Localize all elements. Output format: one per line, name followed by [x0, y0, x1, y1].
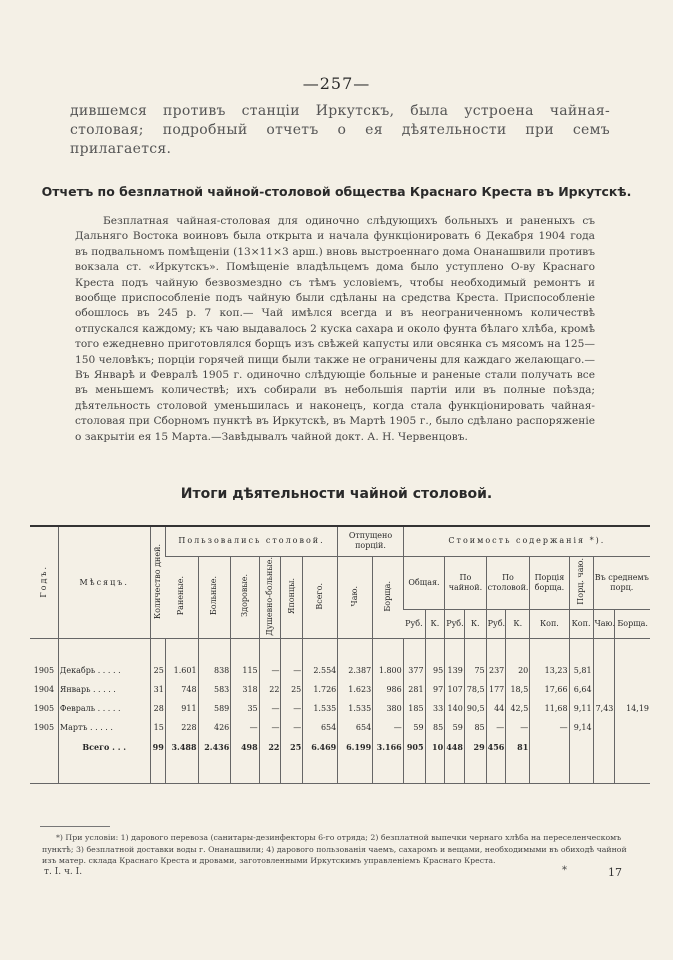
cell-empty	[569, 757, 593, 784]
cell-empty	[464, 757, 486, 784]
cell-mental: 22	[259, 680, 281, 699]
cell-t_k: 78,5	[464, 680, 486, 699]
cell-g_r: 281	[403, 680, 425, 699]
sub-rub: Руб.	[403, 609, 425, 638]
cell-total: 654	[303, 718, 338, 737]
report-paragraph: Безплатная чайная-столовая для одиночно слѣдующихъ больныхъ и раненыхъ съ Дальняго Востока воиновъ была открыта и начала функціонировать 6 Декабря 1904 года въ подвальномъ помѣщеніи (13×11×3 арш.) вновь выстроеннаго дома Онанашвили противъ вокзала ст. «Иркутскъ». Помѣщеніе владѣльцемъ дома было уступлено О-ву Краснаго Креста подъ чайную безвозмездно съ тѣмъ условіемъ, чтобы необходимый ремонтъ и вообще приспособленіе подъ чайную были сдѣланы на средства Креста. Приспособленіе обошлось въ 245 р. 7 коп.— Чай имѣлся всегда и въ неограниченномъ количествѣ отпускался каждому; къ чаю выдавалось 2 куска сахара и около фунта бѣлаго хлѣба, кромѣ того ежедневно приготовлялся борщъ изъ свѣжей капусты или овсянка съ мясомъ на 125—150 человѣкъ; порціи горячей пищи были также не ограничены для каждаго желающаго.—Въ Январѣ и Февралѣ 1905 г. одиночно слѣдующіе больные и раненые стали получать все въ меньшемъ количествѣ; ихъ собирали въ небольшія партіи или въ полные поѣзда; дѣятельность столовой уменьшилась и наконецъ, когда стала функціонировать чайная-столовая при Сборномъ пунктѣ въ Иркутскѣ, въ Мартѣ 1905 г., было сдѣлано распоряженіе о закрытіи ея 15 Марта.—Завѣдывалъ чайной докт. А. Н. Червенцовъ.	[75, 215, 595, 443]
cell-empty	[445, 757, 465, 784]
total-row	[30, 737, 650, 757]
cell-sick: 426	[198, 718, 231, 737]
cell-t_r: 107	[445, 680, 465, 699]
footnote-text: *) При условіи: 1) дарового перевоза (санитары-дезинфекторы 6-го отряда; 2) безплатной выпечки чернаго хлѣба на переселенческомъ пунктѣ; 3) безплатной доставки воды г. Онанашвили; 4) дарового пользованія чаемъ, сахаромъ и вещами, необходимыми въ обиходѣ чайной изъ матер. склада Краснаго Креста и дровами, заготовленными Иркутскимъ управленіемъ Краснаго Креста.	[42, 833, 627, 865]
cell-empty	[30, 757, 58, 784]
table-title: Итоги дѣятельности чайной столовой.	[180, 486, 493, 502]
cell-year: 1904	[33, 685, 55, 695]
sub-k: К.	[506, 609, 530, 638]
cell-pb: —	[530, 718, 569, 737]
cell-mental: —	[259, 639, 281, 681]
cell-healthy: 318	[231, 680, 259, 699]
cell-days: 15	[150, 718, 165, 737]
cell-sick: 589	[198, 699, 231, 718]
cell-empty	[281, 757, 303, 784]
cell-c_r: 44	[486, 699, 506, 718]
cell-t_r: 139	[445, 639, 465, 681]
cell-empty	[486, 757, 506, 784]
total-g_k: 10	[425, 737, 445, 757]
col-portion-borsch: Порція борща.	[530, 556, 569, 609]
cell-c_r: 177	[486, 680, 506, 699]
cell-empty	[303, 757, 338, 784]
total-t_r: 448	[445, 737, 465, 757]
cell-mental: —	[259, 718, 281, 737]
cell-at: 7,43	[593, 699, 615, 718]
total-borsch: 3.166	[373, 737, 404, 757]
cell-year: 1905	[33, 723, 55, 733]
total-days: 99	[150, 737, 165, 757]
cell-g_r: 185	[403, 699, 425, 718]
table-row	[30, 680, 650, 699]
cell-pt: 9,11	[569, 699, 593, 718]
sub-kop: Коп.	[569, 609, 593, 638]
total-sick: 2.436	[198, 737, 231, 757]
col-wounded: Раненые.	[165, 556, 198, 639]
cell-pb: 17,66	[530, 680, 569, 699]
cell-empty	[259, 757, 281, 784]
results-table	[30, 525, 650, 784]
cell-empty	[198, 757, 231, 784]
cell-japanese: —	[281, 699, 303, 718]
total-c_r: 456	[486, 737, 506, 757]
page-number: —257—	[302, 74, 371, 93]
cell-mental: —	[259, 699, 281, 718]
total-t_k: 29	[464, 737, 486, 757]
cell-pb: 13,23	[530, 639, 569, 681]
total-c_k: 81	[506, 737, 530, 757]
cell-g_r: 59	[403, 718, 425, 737]
cell-empty	[593, 737, 615, 757]
cell-empty	[615, 737, 650, 757]
cell-japanese: —	[281, 718, 303, 737]
total-label: Всего . . .	[58, 737, 150, 757]
cell-total: 1.535	[303, 699, 338, 718]
star-mark: *	[562, 865, 567, 876]
cell-g_r: 377	[403, 639, 425, 681]
cell-c_k: 42,5	[506, 699, 530, 718]
cell-t_r: 140	[445, 699, 465, 718]
cell-borsch: 380	[373, 699, 404, 718]
col-japanese: Японцы.	[281, 556, 303, 639]
cell-year: 1905	[33, 704, 55, 714]
col-portion-tea: Порц. чаю.	[569, 556, 593, 609]
cell-empty	[615, 757, 650, 784]
col-healthy: Здоровые.	[231, 556, 259, 639]
col-per-canteen: По столовой.	[486, 556, 530, 609]
col-borsch: Борща.	[373, 556, 404, 639]
cell-month: Январь . . . . .	[58, 680, 150, 699]
sub-tea: Чаю.	[593, 609, 615, 638]
cell-sick: 583	[198, 680, 231, 699]
cell-t_k: 75	[464, 639, 486, 681]
cell-ab: 14,19	[615, 699, 650, 718]
cell-wounded: 1.601	[165, 639, 198, 681]
group-cost: Стоимость содержанія *).	[403, 526, 650, 556]
cell-empty	[530, 757, 569, 784]
cell-c_k: 20	[506, 639, 530, 681]
col-year: Годъ.	[30, 526, 58, 639]
intro-paragraph: дившемся противъ станціи Иркутскъ, была устроена чайная-столовая; подробный отчетъ о ея дѣятельности при семъ прилагается.	[70, 103, 610, 157]
group-used: Пользовались столовой.	[165, 526, 337, 556]
sub-borsch: Борща.	[615, 609, 650, 638]
cell-tea: 2.387	[338, 639, 373, 681]
cell-empty	[231, 757, 259, 784]
cell-empty	[403, 757, 425, 784]
col-tea: Чаю.	[338, 556, 373, 639]
cell-healthy: —	[231, 718, 259, 737]
cell-wounded: 748	[165, 680, 198, 699]
col-month: Мѣсяцъ.	[58, 526, 150, 639]
cell-ab	[615, 680, 650, 699]
total-tea: 6.199	[338, 737, 373, 757]
cell-days: 31	[150, 680, 165, 699]
cell-tea: 1.535	[338, 699, 373, 718]
cell-days: 25	[150, 639, 165, 681]
cell-c_k: —	[506, 718, 530, 737]
sub-k: К.	[464, 609, 486, 638]
cell-ab	[615, 639, 650, 681]
col-total: Всего.	[303, 556, 338, 639]
sub-k: К.	[425, 609, 445, 638]
cell-month: Декабрь . . . . .	[58, 639, 150, 681]
cell-tea: 654	[338, 718, 373, 737]
cell-c_r: 237	[486, 639, 506, 681]
cell-healthy: 35	[231, 699, 259, 718]
group-issued: Отпущено порцій.	[338, 526, 403, 556]
sub-rub: Руб.	[486, 609, 506, 638]
cell-c_k: 18,5	[506, 680, 530, 699]
footnote-rule	[40, 826, 110, 827]
cell-g_k: 95	[425, 639, 445, 681]
cell-ab	[615, 718, 650, 737]
cell-t_r: 59	[445, 718, 465, 737]
col-per-tea: По чайной.	[445, 556, 486, 609]
cell-healthy: 115	[231, 639, 259, 681]
cell-empty	[425, 757, 445, 784]
cell-at	[593, 680, 615, 699]
footnote	[42, 832, 627, 867]
total-healthy: 498	[231, 737, 259, 757]
sheet-number: 17	[608, 866, 622, 879]
cell-pt: 9,14	[569, 718, 593, 737]
cell-empty	[530, 737, 569, 757]
cell-empty	[593, 757, 615, 784]
col-mental: Душевно-больные.	[259, 556, 281, 639]
cell-g_k: 33	[425, 699, 445, 718]
table-spacer-row	[30, 757, 650, 784]
cell-month: Мартъ . . . . .	[58, 718, 150, 737]
col-general: Общая.	[403, 556, 444, 609]
total-japanese: 25	[281, 737, 303, 757]
cell-wounded: 228	[165, 718, 198, 737]
cell-sick: 838	[198, 639, 231, 681]
table-row	[30, 639, 650, 681]
cell-empty	[506, 757, 530, 784]
cell-days: 28	[150, 699, 165, 718]
cell-empty	[569, 737, 593, 757]
total-wounded: 3.488	[165, 737, 198, 757]
col-days: Количество дней.	[150, 526, 165, 639]
cell-total: 1.726	[303, 680, 338, 699]
cell-empty	[30, 737, 58, 757]
cell-t_k: 90,5	[464, 699, 486, 718]
cell-japanese: —	[281, 639, 303, 681]
table-row	[30, 699, 650, 718]
col-avg: Въ среднемъ порц.	[593, 556, 650, 609]
cell-borsch: —	[373, 718, 404, 737]
report-title: Отчетъ по безплатной чайной-столовой общества Краснаго Креста въ Иркутскѣ.	[41, 184, 632, 199]
cell-g_k: 85	[425, 718, 445, 737]
signature-mark: т. I. ч. I.	[44, 867, 83, 877]
cell-empty	[150, 757, 165, 784]
cell-empty	[58, 757, 150, 784]
cell-g_k: 97	[425, 680, 445, 699]
cell-t_k: 85	[464, 718, 486, 737]
cell-year: 1905	[33, 666, 55, 676]
col-sick: Больные.	[198, 556, 231, 639]
cell-tea: 1.623	[338, 680, 373, 699]
cell-at	[593, 639, 615, 681]
cell-c_r: —	[486, 718, 506, 737]
total-mental: 22	[259, 737, 281, 757]
cell-pt: 6,64	[569, 680, 593, 699]
total-g_r: 905	[403, 737, 425, 757]
total-total: 6.469	[303, 737, 338, 757]
cell-pt: 5,81	[569, 639, 593, 681]
cell-empty	[165, 757, 198, 784]
cell-borsch: 986	[373, 680, 404, 699]
cell-pb: 11,68	[530, 699, 569, 718]
cell-japanese: 25	[281, 680, 303, 699]
report-body	[75, 214, 595, 445]
cell-wounded: 911	[165, 699, 198, 718]
cell-total: 2.554	[303, 639, 338, 681]
cell-empty	[338, 757, 373, 784]
cell-month: Февраль . . . . .	[58, 699, 150, 718]
table-row	[30, 718, 650, 737]
sub-kop: Коп.	[530, 609, 569, 638]
sub-rub: Руб.	[445, 609, 465, 638]
cell-at	[593, 718, 615, 737]
cell-empty	[373, 757, 404, 784]
cell-borsch: 1.800	[373, 639, 404, 681]
